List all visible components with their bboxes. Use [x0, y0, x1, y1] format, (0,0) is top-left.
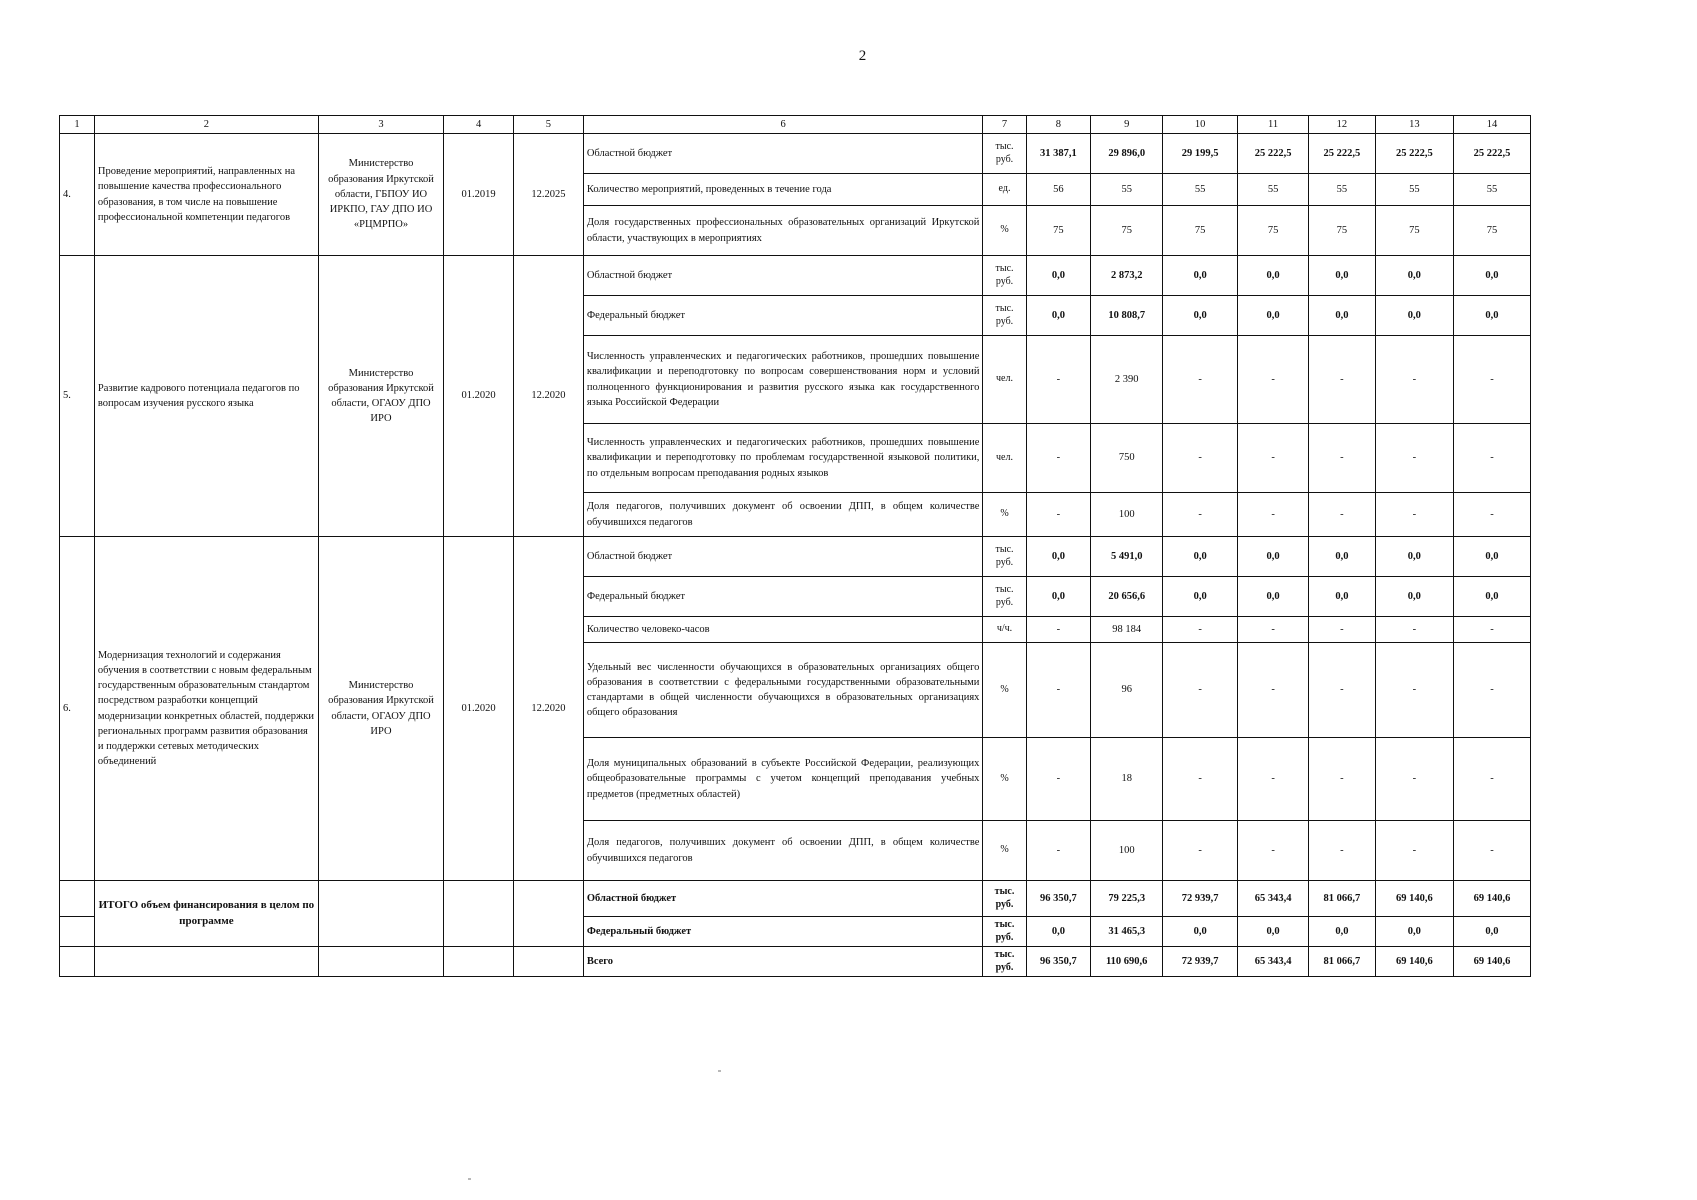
column-number: 5	[514, 116, 584, 134]
value-cell: 29 199,5	[1163, 134, 1238, 174]
value-cell: -	[1375, 617, 1453, 643]
end-date: 12.2025	[514, 134, 584, 256]
executor: Министерство образования Иркутской области, ОГАОУ ДПО ИРО	[318, 256, 443, 537]
total-indicator-text: Всего	[583, 947, 983, 977]
value-cell: -	[1453, 617, 1530, 643]
unit: %	[983, 738, 1026, 821]
value-cell: 81 066,7	[1309, 947, 1376, 977]
value-cell: 55	[1309, 174, 1376, 206]
unit: %	[983, 206, 1026, 256]
value-cell: -	[1309, 424, 1376, 493]
value-cell: -	[1375, 643, 1453, 738]
value-cell: 31 387,1	[1026, 134, 1091, 174]
value-cell: 98 184	[1091, 617, 1163, 643]
value-cell: -	[1375, 821, 1453, 881]
value-cell: -	[1453, 738, 1530, 821]
value-cell: -	[1163, 738, 1238, 821]
indicator-text: Областной бюджет	[583, 134, 983, 174]
unit: тыс. руб.	[983, 917, 1026, 947]
total-blank-cell	[514, 947, 584, 977]
column-number: 9	[1091, 116, 1163, 134]
column-number: 4	[444, 116, 514, 134]
column-number: 12	[1309, 116, 1376, 134]
value-cell: -	[1163, 643, 1238, 738]
total-blank-cell	[514, 881, 584, 947]
table-row	[60, 537, 1531, 577]
value-cell: 0,0	[1026, 256, 1091, 296]
end-date: 12.2020	[514, 537, 584, 881]
value-cell: -	[1026, 424, 1091, 493]
value-cell: -	[1309, 336, 1376, 424]
column-number: 10	[1163, 116, 1238, 134]
indicator-text: Доля педагогов, получивших документ об освоении ДПП, в общем количестве обучившихся педагогов	[583, 821, 983, 881]
value-cell: -	[1309, 821, 1376, 881]
value-cell: 100	[1091, 821, 1163, 881]
value-cell: -	[1026, 738, 1091, 821]
value-cell: -	[1453, 821, 1530, 881]
indicator-text: Удельный вес численности обучающихся в образовательных организациях общего образования в соответствии с федеральными государственными образовательными стандартами в общей численности обучающихся в образовательных организациях общего образования	[583, 643, 983, 738]
value-cell: -	[1309, 643, 1376, 738]
executor: Министерство образования Иркутской области, ОГАОУ ДПО ИРО	[318, 537, 443, 881]
value-cell: 0,0	[1163, 296, 1238, 336]
unit: тыс. руб.	[983, 256, 1026, 296]
value-cell: 25 222,5	[1375, 134, 1453, 174]
value-cell: 31 465,3	[1091, 917, 1163, 947]
page-number: 2	[858, 48, 867, 64]
start-date: 01.2020	[444, 256, 514, 537]
value-cell: -	[1026, 821, 1091, 881]
unit: %	[983, 643, 1026, 738]
value-cell: -	[1026, 643, 1091, 738]
unit: тыс. руб.	[983, 134, 1026, 174]
value-cell: 0,0	[1238, 917, 1309, 947]
total-blank-cell	[94, 947, 318, 977]
unit: чел.	[983, 424, 1026, 493]
unit: ч/ч.	[983, 617, 1026, 643]
item-number: 5.	[60, 256, 95, 537]
value-cell: -	[1163, 821, 1238, 881]
value-cell: 2 390	[1091, 336, 1163, 424]
value-cell: 0,0	[1375, 537, 1453, 577]
indicator-text: Количество человеко-часов	[583, 617, 983, 643]
value-cell: 0,0	[1238, 577, 1309, 617]
value-cell: 96 350,7	[1026, 881, 1091, 917]
column-number-row	[60, 116, 1531, 134]
value-cell: 2 873,2	[1091, 256, 1163, 296]
total-label: ИТОГО объем финансирования в целом по программе	[94, 881, 318, 947]
indicator-text: Количество мероприятий, проведенных в течение года	[583, 174, 983, 206]
executor: Министерство образования Иркутской области, ГБПОУ ИО ИРКПО, ГАУ ДПО ИО «РЦМРПО»	[318, 134, 443, 256]
value-cell: 55	[1091, 174, 1163, 206]
value-cell: 0,0	[1238, 256, 1309, 296]
value-cell: -	[1309, 617, 1376, 643]
value-cell: 75	[1238, 206, 1309, 256]
total-blank-cell	[444, 947, 514, 977]
value-cell: 79 225,3	[1091, 881, 1163, 917]
indicator-text: Доля государственных профессиональных образовательных организаций Иркутской области, участвующих в мероприятиях	[583, 206, 983, 256]
value-cell: 69 140,6	[1453, 881, 1530, 917]
value-cell: -	[1309, 493, 1376, 537]
value-cell: 65 343,4	[1238, 881, 1309, 917]
end-date: 12.2020	[514, 256, 584, 537]
value-cell: 0,0	[1238, 537, 1309, 577]
value-cell: 0,0	[1453, 296, 1530, 336]
value-cell: -	[1453, 336, 1530, 424]
indicator-text: Численность управленческих и педагогических работников, прошедших повышение квалификации и переподготовку по проблемам государственной языковой политики, по отдельным вопросам преподавания родных языков	[583, 424, 983, 493]
value-cell: 0,0	[1309, 577, 1376, 617]
column-number: 13	[1375, 116, 1453, 134]
indicator-text: Областной бюджет	[583, 537, 983, 577]
value-cell: 0,0	[1309, 537, 1376, 577]
value-cell: -	[1163, 424, 1238, 493]
value-cell: 0,0	[1375, 917, 1453, 947]
value-cell: 18	[1091, 738, 1163, 821]
value-cell: 100	[1091, 493, 1163, 537]
scan-speck	[468, 1178, 471, 1180]
item-number: 6.	[60, 537, 95, 881]
value-cell: 0,0	[1453, 537, 1530, 577]
value-cell: 75	[1026, 206, 1091, 256]
value-cell: 0,0	[1309, 256, 1376, 296]
column-number: 3	[318, 116, 443, 134]
value-cell: -	[1453, 424, 1530, 493]
value-cell: 25 222,5	[1238, 134, 1309, 174]
value-cell: -	[1026, 493, 1091, 537]
value-cell: -	[1163, 493, 1238, 537]
value-cell: -	[1238, 821, 1309, 881]
start-date: 01.2020	[444, 537, 514, 881]
value-cell: -	[1375, 738, 1453, 821]
indicator-text: Доля педагогов, получивших документ об освоении ДПП, в общем количестве обучившихся педагогов	[583, 493, 983, 537]
value-cell: 0,0	[1309, 296, 1376, 336]
indicator-text: Численность управленческих и педагогических работников, прошедших повышение квалификации и переподготовку по вопросам совершенствования норм и условий полноценного функционирования и развития русского языка как государственного языка Российской Федерации	[583, 336, 983, 424]
value-cell: 75	[1091, 206, 1163, 256]
value-cell: -	[1375, 336, 1453, 424]
value-cell: 0,0	[1026, 577, 1091, 617]
unit: %	[983, 493, 1026, 537]
value-cell: -	[1163, 336, 1238, 424]
value-cell: 75	[1163, 206, 1238, 256]
indicator-text: Федеральный бюджет	[583, 296, 983, 336]
value-cell: 0,0	[1453, 917, 1530, 947]
column-number: 7	[983, 116, 1026, 134]
value-cell: 750	[1091, 424, 1163, 493]
value-cell: 69 140,6	[1375, 947, 1453, 977]
total-blank-cell	[318, 881, 443, 947]
value-cell: 75	[1453, 206, 1530, 256]
value-cell: -	[1453, 493, 1530, 537]
value-cell: 0,0	[1453, 256, 1530, 296]
value-cell: 0,0	[1163, 256, 1238, 296]
value-cell: 0,0	[1026, 917, 1091, 947]
total-blank-cell	[60, 917, 95, 947]
value-cell: -	[1238, 493, 1309, 537]
value-cell: 72 939,7	[1163, 947, 1238, 977]
value-cell: -	[1238, 424, 1309, 493]
table-row	[60, 256, 1531, 296]
value-cell: 65 343,4	[1238, 947, 1309, 977]
column-number: 1	[60, 116, 95, 134]
table-body	[60, 116, 1531, 977]
value-cell: 55	[1453, 174, 1530, 206]
value-cell: -	[1026, 617, 1091, 643]
total-blank-cell	[318, 947, 443, 977]
column-number: 8	[1026, 116, 1091, 134]
total-indicator-text: Федеральный бюджет	[583, 917, 983, 947]
start-date: 01.2019	[444, 134, 514, 256]
program-table	[59, 115, 1531, 977]
value-cell: 0,0	[1453, 577, 1530, 617]
value-cell: -	[1375, 493, 1453, 537]
value-cell: -	[1238, 643, 1309, 738]
value-cell: 69 140,6	[1453, 947, 1530, 977]
value-cell: 0,0	[1163, 577, 1238, 617]
value-cell: 0,0	[1026, 296, 1091, 336]
value-cell: 0,0	[1238, 296, 1309, 336]
value-cell: 96 350,7	[1026, 947, 1091, 977]
value-cell: 55	[1163, 174, 1238, 206]
value-cell: -	[1238, 738, 1309, 821]
value-cell: 20 656,6	[1091, 577, 1163, 617]
value-cell: 0,0	[1375, 577, 1453, 617]
total-row	[60, 881, 1531, 917]
unit: ед.	[983, 174, 1026, 206]
value-cell: 0,0	[1375, 296, 1453, 336]
value-cell: 10 808,7	[1091, 296, 1163, 336]
unit: тыс. руб.	[983, 947, 1026, 977]
unit: тыс. руб.	[983, 577, 1026, 617]
activity-name: Развитие кадрового потенциала педагогов по вопросам изучения русского языка	[94, 256, 318, 537]
value-cell: 81 066,7	[1309, 881, 1376, 917]
value-cell: 25 222,5	[1453, 134, 1530, 174]
indicator-text: Доля муниципальных образований в субъекте Российской Федерации, реализующих общеобразовательные программы с учетом концепций преподавания учебных предметов (предметных областей)	[583, 738, 983, 821]
value-cell: 0,0	[1375, 256, 1453, 296]
total-blank-cell	[444, 881, 514, 947]
value-cell: 75	[1309, 206, 1376, 256]
value-cell: -	[1453, 643, 1530, 738]
value-cell: 0,0	[1309, 917, 1376, 947]
activity-name: Модернизация технологий и содержания обучения в соответствии с новым федеральным государственным образовательным стандартом посредством разработки концепций модернизации конкретных областей, поддержки региональных программ развития образования и поддержки сетевых методических объединений	[94, 537, 318, 881]
column-number: 11	[1238, 116, 1309, 134]
unit: %	[983, 821, 1026, 881]
value-cell: 56	[1026, 174, 1091, 206]
value-cell: 0,0	[1163, 917, 1238, 947]
value-cell: 29 896,0	[1091, 134, 1163, 174]
column-number: 6	[583, 116, 983, 134]
value-cell: -	[1163, 617, 1238, 643]
total-blank-cell	[60, 881, 95, 917]
value-cell: 25 222,5	[1309, 134, 1376, 174]
value-cell: 96	[1091, 643, 1163, 738]
value-cell: 75	[1375, 206, 1453, 256]
unit: тыс. руб.	[983, 881, 1026, 917]
value-cell: 5 491,0	[1091, 537, 1163, 577]
value-cell: 0,0	[1163, 537, 1238, 577]
value-cell: 69 140,6	[1375, 881, 1453, 917]
value-cell: -	[1375, 424, 1453, 493]
activity-name: Проведение мероприятий, направленных на повышение качества профессионального образования, в том числе на повышение профессиональной компетенции педагогов	[94, 134, 318, 256]
total-row	[60, 947, 1531, 977]
value-cell: -	[1238, 336, 1309, 424]
table-row	[60, 134, 1531, 174]
value-cell: 72 939,7	[1163, 881, 1238, 917]
value-cell: 55	[1238, 174, 1309, 206]
scan-speck	[718, 1070, 721, 1072]
indicator-text: Областной бюджет	[583, 256, 983, 296]
unit: чел.	[983, 336, 1026, 424]
column-number: 2	[94, 116, 318, 134]
value-cell: 55	[1375, 174, 1453, 206]
value-cell: -	[1309, 738, 1376, 821]
unit: тыс. руб.	[983, 296, 1026, 336]
item-number: 4.	[60, 134, 95, 256]
total-blank-cell	[60, 947, 95, 977]
column-number: 14	[1453, 116, 1530, 134]
total-indicator-text: Областной бюджет	[583, 881, 983, 917]
indicator-text: Федеральный бюджет	[583, 577, 983, 617]
value-cell: -	[1238, 617, 1309, 643]
value-cell: -	[1026, 336, 1091, 424]
value-cell: 110 690,6	[1091, 947, 1163, 977]
unit: тыс. руб.	[983, 537, 1026, 577]
value-cell: 0,0	[1026, 537, 1091, 577]
